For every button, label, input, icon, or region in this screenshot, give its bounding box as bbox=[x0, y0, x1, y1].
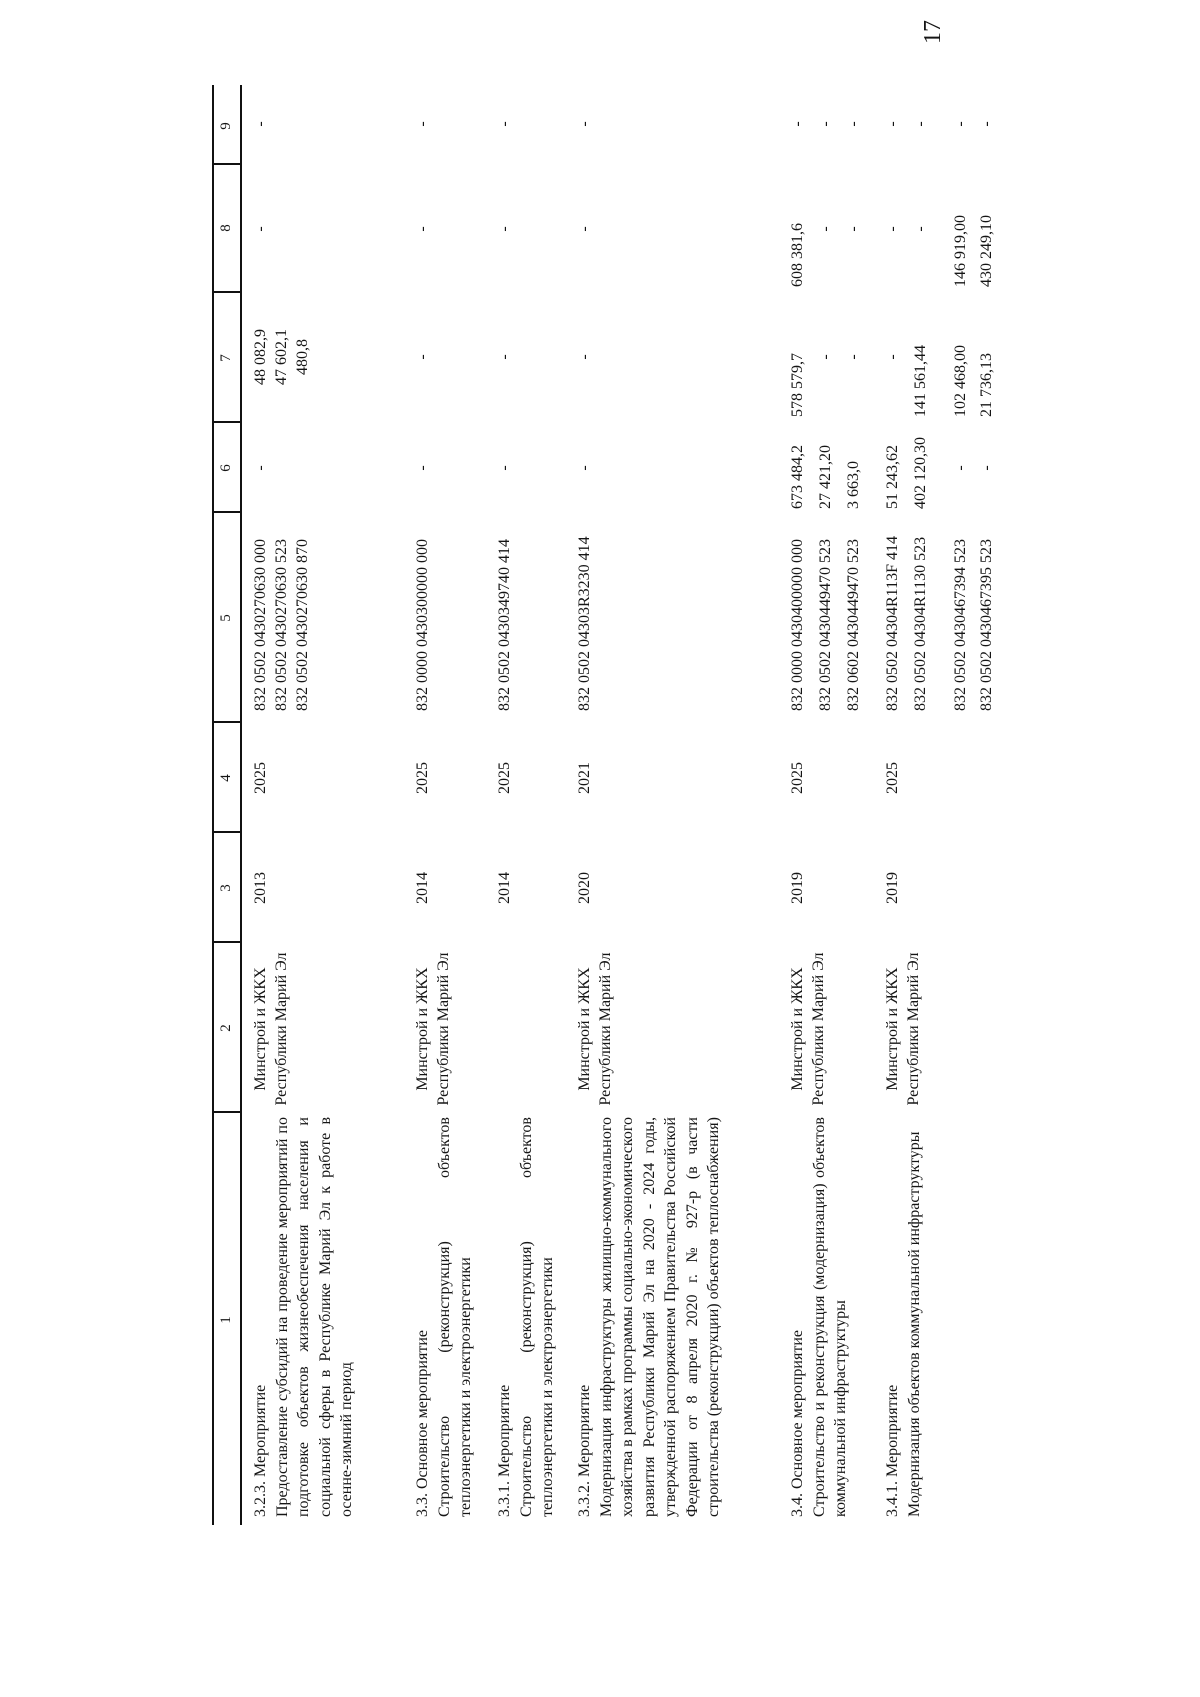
row-description bbox=[882, 1117, 925, 1517]
col-separator bbox=[212, 1112, 241, 1114]
responsible-org: Минстрой и ЖКХ Республики Марий Эл bbox=[789, 952, 827, 1106]
responsible-org: Минстрой и ЖКХ Республики Марий Эл bbox=[414, 952, 452, 1106]
start-year: 2013 bbox=[252, 872, 269, 904]
row-description bbox=[494, 1117, 559, 1517]
col-separator bbox=[212, 832, 241, 834]
col-separator bbox=[212, 422, 241, 424]
row-text: Строительство (реконструкция) объектов теплоэнергетики и электроэнергетики bbox=[435, 1117, 474, 1517]
end-year: 2025 bbox=[414, 762, 431, 794]
column-header-1: 1 bbox=[218, 1316, 234, 1324]
start-year: 2014 bbox=[414, 872, 431, 904]
value-col7: 48 082,9 bbox=[252, 329, 269, 385]
value-col8: - bbox=[912, 226, 929, 232]
value-col7: - bbox=[496, 354, 513, 360]
value-col8: - bbox=[884, 226, 901, 232]
value-col8: 608 381,6 bbox=[789, 223, 806, 287]
value-col8: - bbox=[496, 226, 513, 232]
value-col8: - bbox=[252, 226, 269, 232]
budget-code: 832 0502 04304R1130 523 bbox=[912, 536, 929, 711]
value-col8: - bbox=[845, 226, 862, 232]
budget-code: 832 0502 0430349740 414 bbox=[496, 539, 513, 711]
value-col6: - bbox=[414, 465, 431, 471]
column-header-8: 8 bbox=[218, 224, 234, 232]
col-separator bbox=[212, 942, 241, 944]
value-col7: - bbox=[884, 354, 901, 360]
row-title: 3.4.1. Мероприятие bbox=[884, 1384, 901, 1517]
rotated-page-content bbox=[212, 85, 1012, 1525]
col-separator bbox=[212, 512, 241, 514]
value-col7: 141 561,44 bbox=[912, 345, 929, 417]
budget-code: 832 0502 0430467394 523 bbox=[952, 539, 969, 711]
value-col6: - bbox=[952, 465, 969, 471]
col-separator bbox=[212, 164, 241, 166]
budget-code: 832 0502 04303R3230 414 bbox=[576, 536, 593, 711]
row-title: 3.4. Основное мероприятие bbox=[789, 1330, 806, 1517]
column-header-3: 3 bbox=[218, 884, 234, 892]
value-col7: 480,8 bbox=[294, 339, 311, 375]
start-year: 2014 bbox=[496, 872, 513, 904]
value-col7: 102 468,00 bbox=[952, 345, 969, 417]
page-number: 17 bbox=[920, 20, 946, 44]
start-year: 2019 bbox=[789, 872, 806, 904]
column-header-9: 9 bbox=[218, 122, 234, 130]
value-col6: - bbox=[496, 465, 513, 471]
responsible-org: Минстрой и ЖКХ Республики Марий Эл bbox=[252, 952, 290, 1106]
row-title: 3.3.1. Мероприятие bbox=[496, 1384, 513, 1517]
row-title: 3.2.3. Мероприятие bbox=[252, 1384, 269, 1517]
row-text: Модернизация объектов коммунальной инфраструктуры bbox=[905, 1131, 923, 1517]
value-col7: - bbox=[576, 354, 593, 360]
col-separator bbox=[212, 292, 241, 294]
value-col7: - bbox=[817, 354, 834, 360]
budget-code: 832 0502 0430270630 000 bbox=[252, 539, 269, 711]
value-col6: 3 663,0 bbox=[845, 461, 862, 509]
col-separator bbox=[212, 722, 241, 724]
value-col9: - bbox=[912, 121, 929, 127]
row-description bbox=[787, 1117, 852, 1517]
value-col9: - bbox=[496, 121, 513, 127]
value-col9: - bbox=[978, 121, 995, 127]
budget-code: 832 0602 0430449470 523 bbox=[845, 539, 862, 711]
row-title: 3.3.2. Мероприятие bbox=[576, 1384, 593, 1517]
value-col7: - bbox=[414, 354, 431, 360]
column-header-2: 2 bbox=[218, 1024, 234, 1032]
responsible-org: Минстрой и ЖКХ Республики Марий Эл bbox=[884, 952, 922, 1106]
start-year: 2020 bbox=[576, 872, 593, 904]
value-col8: - bbox=[414, 226, 431, 232]
value-col9: - bbox=[845, 121, 862, 127]
value-col8: 430 249,10 bbox=[978, 215, 995, 287]
value-col6: - bbox=[252, 465, 269, 471]
value-col9: - bbox=[789, 121, 806, 127]
value-col7: - bbox=[845, 354, 862, 360]
row-text: Предоставление субсидий на проведение мероприятий по подготовке объектов жизнеобеспечения населения и социальной сферы в Республике Марий Эл к работе в осенне-зимний период bbox=[273, 1117, 355, 1517]
budget-code: 832 0502 0430449470 523 bbox=[817, 539, 834, 711]
budget-table bbox=[212, 85, 1012, 1525]
budget-code: 832 0000 0430400000 000 bbox=[789, 539, 806, 711]
end-year: 2025 bbox=[789, 762, 806, 794]
table-top-rule bbox=[212, 85, 214, 1525]
row-text: Модернизация инфраструктуры жилищно-коммунального хозяйства в рамках программы социально-экономического развития Республики Марий Эл на 2020 - 2024 годы, утвержденной распоряжением Правительства Российской Федерации от 8 апреля 2020 г. № 927-р (в части строительства (реконструкции) объектов теплоснабжения) bbox=[597, 1117, 722, 1517]
value-col6: - bbox=[576, 465, 593, 471]
start-year: 2019 bbox=[884, 872, 901, 904]
row-text: Строительство и реконструкция (модернизация) объектов коммунальной инфраструктуры bbox=[810, 1117, 849, 1517]
header-bottom-rule bbox=[240, 85, 242, 1525]
value-col6: 402 120,30 bbox=[912, 437, 929, 509]
value-col8: 146 919,00 bbox=[952, 215, 969, 287]
responsible-org: Минстрой и ЖКХ Республики Марий Эл bbox=[576, 952, 614, 1106]
value-col8: - bbox=[817, 226, 834, 232]
value-col7: 21 736,13 bbox=[978, 353, 995, 417]
row-description bbox=[412, 1117, 477, 1517]
budget-code: 832 0502 04304R113F 414 bbox=[884, 536, 901, 711]
budget-code: 832 0502 0430467395 523 bbox=[978, 539, 995, 711]
value-col9: - bbox=[252, 121, 269, 127]
value-col9: - bbox=[817, 121, 834, 127]
end-year: 2025 bbox=[884, 762, 901, 794]
budget-code: 832 0502 0430270630 523 bbox=[273, 539, 290, 711]
column-header-5: 5 bbox=[218, 614, 234, 622]
end-year: 2025 bbox=[496, 762, 513, 794]
value-col9: - bbox=[884, 121, 901, 127]
value-col6: 51 243,62 bbox=[884, 445, 901, 509]
value-col6: - bbox=[978, 465, 995, 471]
value-col6: 27 421,20 bbox=[817, 445, 834, 509]
value-col9: - bbox=[414, 121, 431, 127]
value-col9: - bbox=[952, 121, 969, 127]
budget-code: 832 0502 0430270630 870 bbox=[294, 539, 311, 711]
value-col7: 47 602,1 bbox=[273, 329, 290, 385]
row-description bbox=[250, 1117, 358, 1517]
end-year: 2025 bbox=[252, 762, 269, 794]
column-header-4: 4 bbox=[218, 774, 234, 782]
value-col6: 673 484,2 bbox=[789, 445, 806, 509]
row-text: Строительство (реконструкция) объектов теплоэнергетики и электроэнергетики bbox=[517, 1117, 556, 1517]
column-header-6: 6 bbox=[218, 464, 234, 472]
column-header-7: 7 bbox=[218, 354, 234, 362]
value-col7: 578 579,7 bbox=[789, 353, 806, 417]
value-col9: - bbox=[576, 121, 593, 127]
value-col8: - bbox=[576, 226, 593, 232]
row-title: 3.3. Основное мероприятие bbox=[414, 1330, 431, 1517]
budget-code: 832 0000 0430300000 000 bbox=[414, 539, 431, 711]
row-description bbox=[574, 1117, 725, 1517]
end-year: 2021 bbox=[576, 762, 593, 794]
